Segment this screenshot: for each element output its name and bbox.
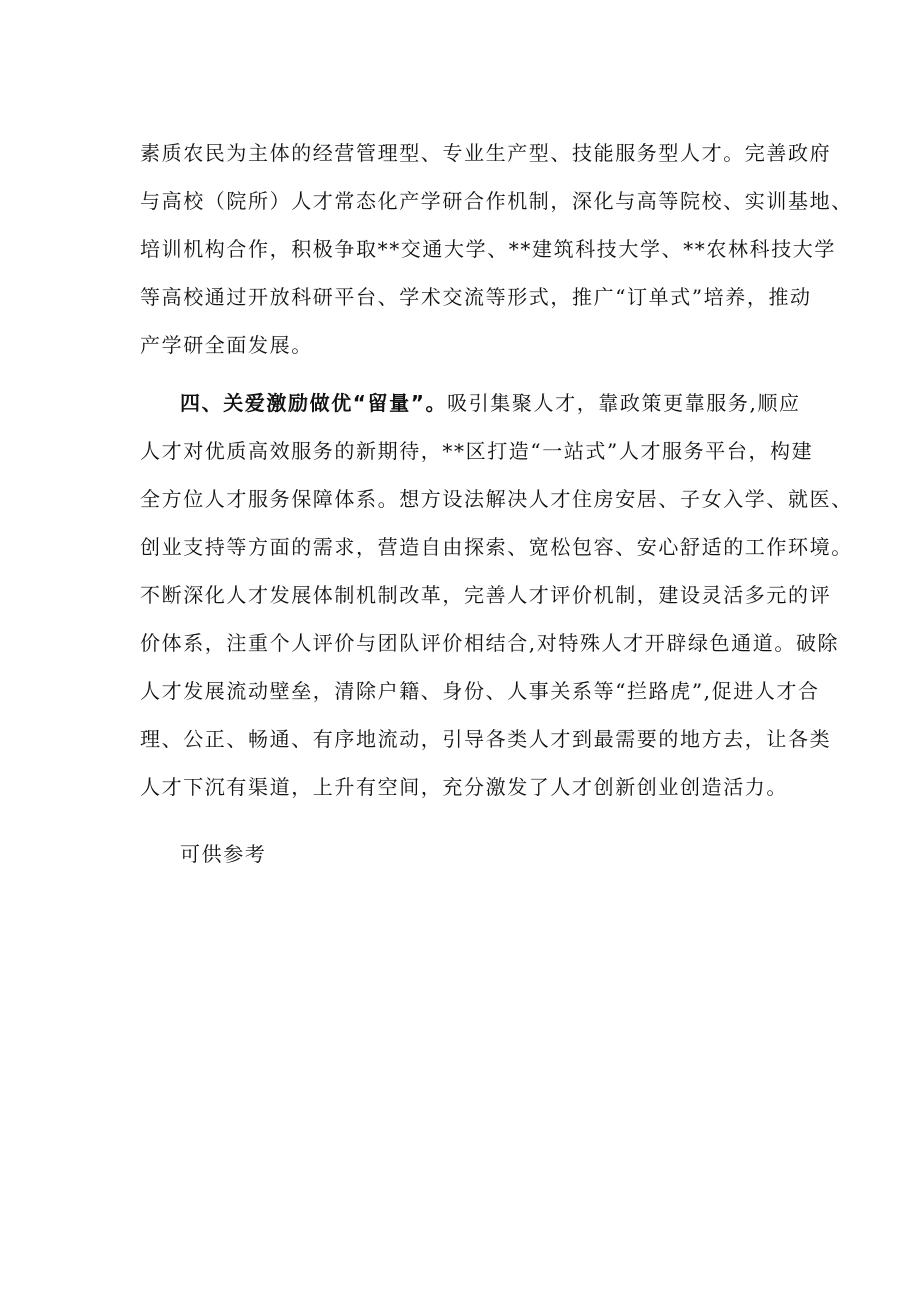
paragraph2-line-5: 不断深化人才发展体制机制改革，完善人才评价机制，建设灵活多元的评 — [140, 583, 832, 607]
paragraph1-line-3: 培训机构合作，积极争取**交通大学、**建筑科技大学、**农林科技大学 — [140, 237, 836, 261]
paragraph2-line-6: 价体系，注重个人评价与团队评价相结合,对特殊人才开辟绿色通道。破除 — [140, 631, 840, 655]
paragraph2-line-3: 全方位人才服务保障体系。想方设法解决人才住房安居、子女入学、就医、 — [140, 487, 853, 511]
paragraph2-first-line-text: 吸引集聚人才，靠政策更靠服务,顺应 — [447, 391, 801, 415]
paragraph2-line-4: 创业支持等方面的需求，营造自由探索、宽松包容、安心舒适的工作环境。 — [140, 535, 853, 559]
paragraph2-line-2: 人才对优质高效服务的新期待，**区打造“一站式”人才服务平台，构建 — [140, 439, 814, 463]
section-heading: 四、关爱激励做优“留量”。 — [180, 391, 448, 415]
paragraph2-line-8: 理、公正、畅通、有序地流动，引导各类人才到最需要的地方去，让各类 — [140, 727, 832, 751]
paragraph2-line-9: 人才下沉有渠道，上升有空间，充分激发了人才创新创业创造活力。 — [140, 775, 788, 799]
paragraph2-first-line — [180, 389, 840, 417]
paragraph1-line-4: 等高校通过开放科研平台、学术交流等形式，推广“订单式”培养，推动 — [140, 285, 812, 309]
closing-text: 可供参考 — [180, 842, 267, 866]
paragraph1-line-1: 素质农民为主体的经营管理型、专业生产型、技能服务型人才。完善政府 — [140, 141, 832, 165]
paragraph1-line-5: 产学研全面发展。 — [140, 333, 313, 357]
paragraph1-line-2: 与高校（院所）人才常态化产学研合作机制，深化与高等院校、实训基地、 — [140, 189, 853, 213]
paragraph2-line-7: 人才发展流动壁垒，清除户籍、身份、人事关系等“拦路虎”,促进人才合 — [140, 679, 820, 703]
